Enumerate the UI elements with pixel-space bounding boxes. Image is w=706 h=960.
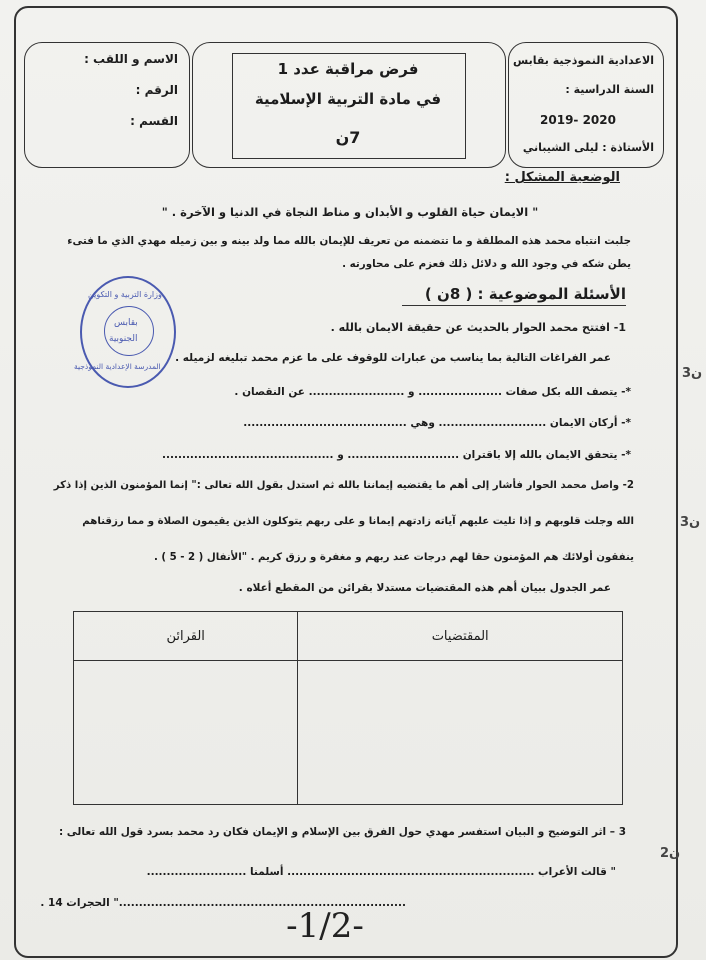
school-year: 2019- 2020 xyxy=(540,113,616,127)
stamp-text-bottom: المدرسة الإعدادية النموذجية xyxy=(74,362,161,371)
q2-line-2: الله وجلت قلوبهم و إذا تليت عليهم آياته زادتهم إيمانا و على ربهم يتوكلون الذين يقيمون الصلاة و مما رزقناهم xyxy=(82,516,634,527)
stamp-text-inner-2: الجنوبية xyxy=(109,334,138,344)
q2-line-3: ينفقون أولائك هم المؤمنون حقا لهم درجات عند ربهم و مغفرة و رزق كريم . "الأنفال ( 2 - 5 ) . xyxy=(153,552,634,563)
number-field: الرقم : xyxy=(135,83,178,97)
q3-mark: 2ن xyxy=(660,846,681,861)
table-cell-requirements[interactable] xyxy=(298,661,623,805)
q3-line-1: 3 – اثر التوضيح و البيان استفسر مهدي حول الفرق بين الإسلام و الإيمان فكان رد محمد بسرد قول الله تعالى : xyxy=(58,826,626,838)
q1-fill-1: *- يتصف الله بكل صفات ..................... و ........................ عن النقصان . xyxy=(234,386,631,398)
q1-fill-2: *- أركان الايمان ........................... وهي ......................................... xyxy=(243,417,631,429)
class-field: القسم : xyxy=(130,114,178,128)
situation-text-1: جلبت انتباه محمد هذه المطلقة و ما تتضمنه من تعريف للإيمان بالله مما ولد بينه و بين زميله مهدي الذي ما فتىء xyxy=(67,235,631,247)
table-header-evidence: القرائن xyxy=(74,612,298,661)
q2-instruction: عمر الجدول ببيان أهم هذه المقتضيات مستدلا بقرائن من المقطع أعلاه . xyxy=(238,582,611,594)
q1-fill-3: *- يتحقق الايمان بالله إلا باقتران ............................ و ........................................... xyxy=(162,449,631,461)
q2-answer-table xyxy=(73,611,623,805)
table-cell-evidence[interactable] xyxy=(74,661,298,805)
stamp-inner-ring xyxy=(104,306,154,356)
school-name: الاعدادية النموذجية بقابس xyxy=(513,54,654,67)
q2-line-1: 2- واصل محمد الحوار فأشار إلى أهم ما يقتضيه إيماننا بالله ثم استدل بقول الله تعالى :" إنما المؤمنون الذين إذا ذكر xyxy=(53,480,634,491)
school-stamp xyxy=(74,276,176,388)
exam-title: فرض مراقبة عدد 1 xyxy=(277,60,419,78)
q1-mark: 3ن xyxy=(682,366,703,381)
school-year-label: السنة الدراسية : xyxy=(565,83,654,96)
q1-title: 1- افتتح محمد الحوار بالحديث عن حقيقة الايمان بالله . xyxy=(330,321,626,334)
q3-line-2: " قالت الأعراب .............................................................. أسلمنا ......................... xyxy=(146,866,616,878)
exam-subject: في مادة التربية الإسلامية xyxy=(254,90,442,108)
situation-text-2: يطن شكه في وجود الله و دلائل ذلك فعزم على محاورته . xyxy=(342,258,631,270)
situation-heading: الوضعية المشكل : xyxy=(504,170,620,185)
exam-score: 7ن xyxy=(335,128,361,147)
stamp-text-top: وزارة التربية و التكوين xyxy=(88,290,162,299)
table-header-requirements: المقتضيات xyxy=(298,612,623,661)
name-field: الاسم و اللقب : xyxy=(84,52,178,66)
stamp-text-inner: بقابس xyxy=(114,318,138,328)
questions-heading: الأسئلة الموضوعية : ( 8ن ) xyxy=(424,285,626,303)
page-number: -1/2- xyxy=(286,906,364,946)
q2-mark: 3ن xyxy=(680,515,701,530)
q3-line-3: ........................................................................" الحجرات 14 . xyxy=(40,897,406,909)
q1-instruction: عمر الفراغات التالية بما يناسب من عبارات للوقوف على ما عزم محمد تبليغه لزميله . xyxy=(175,352,611,364)
heading-underline xyxy=(402,305,626,306)
situation-quote: " الايمان حياة القلوب و الأبدان و مناط النجاة في الدنيا و الآخرة . " xyxy=(161,205,539,219)
teacher-name: الأستاذة : ليلى الشيباني xyxy=(522,141,654,154)
